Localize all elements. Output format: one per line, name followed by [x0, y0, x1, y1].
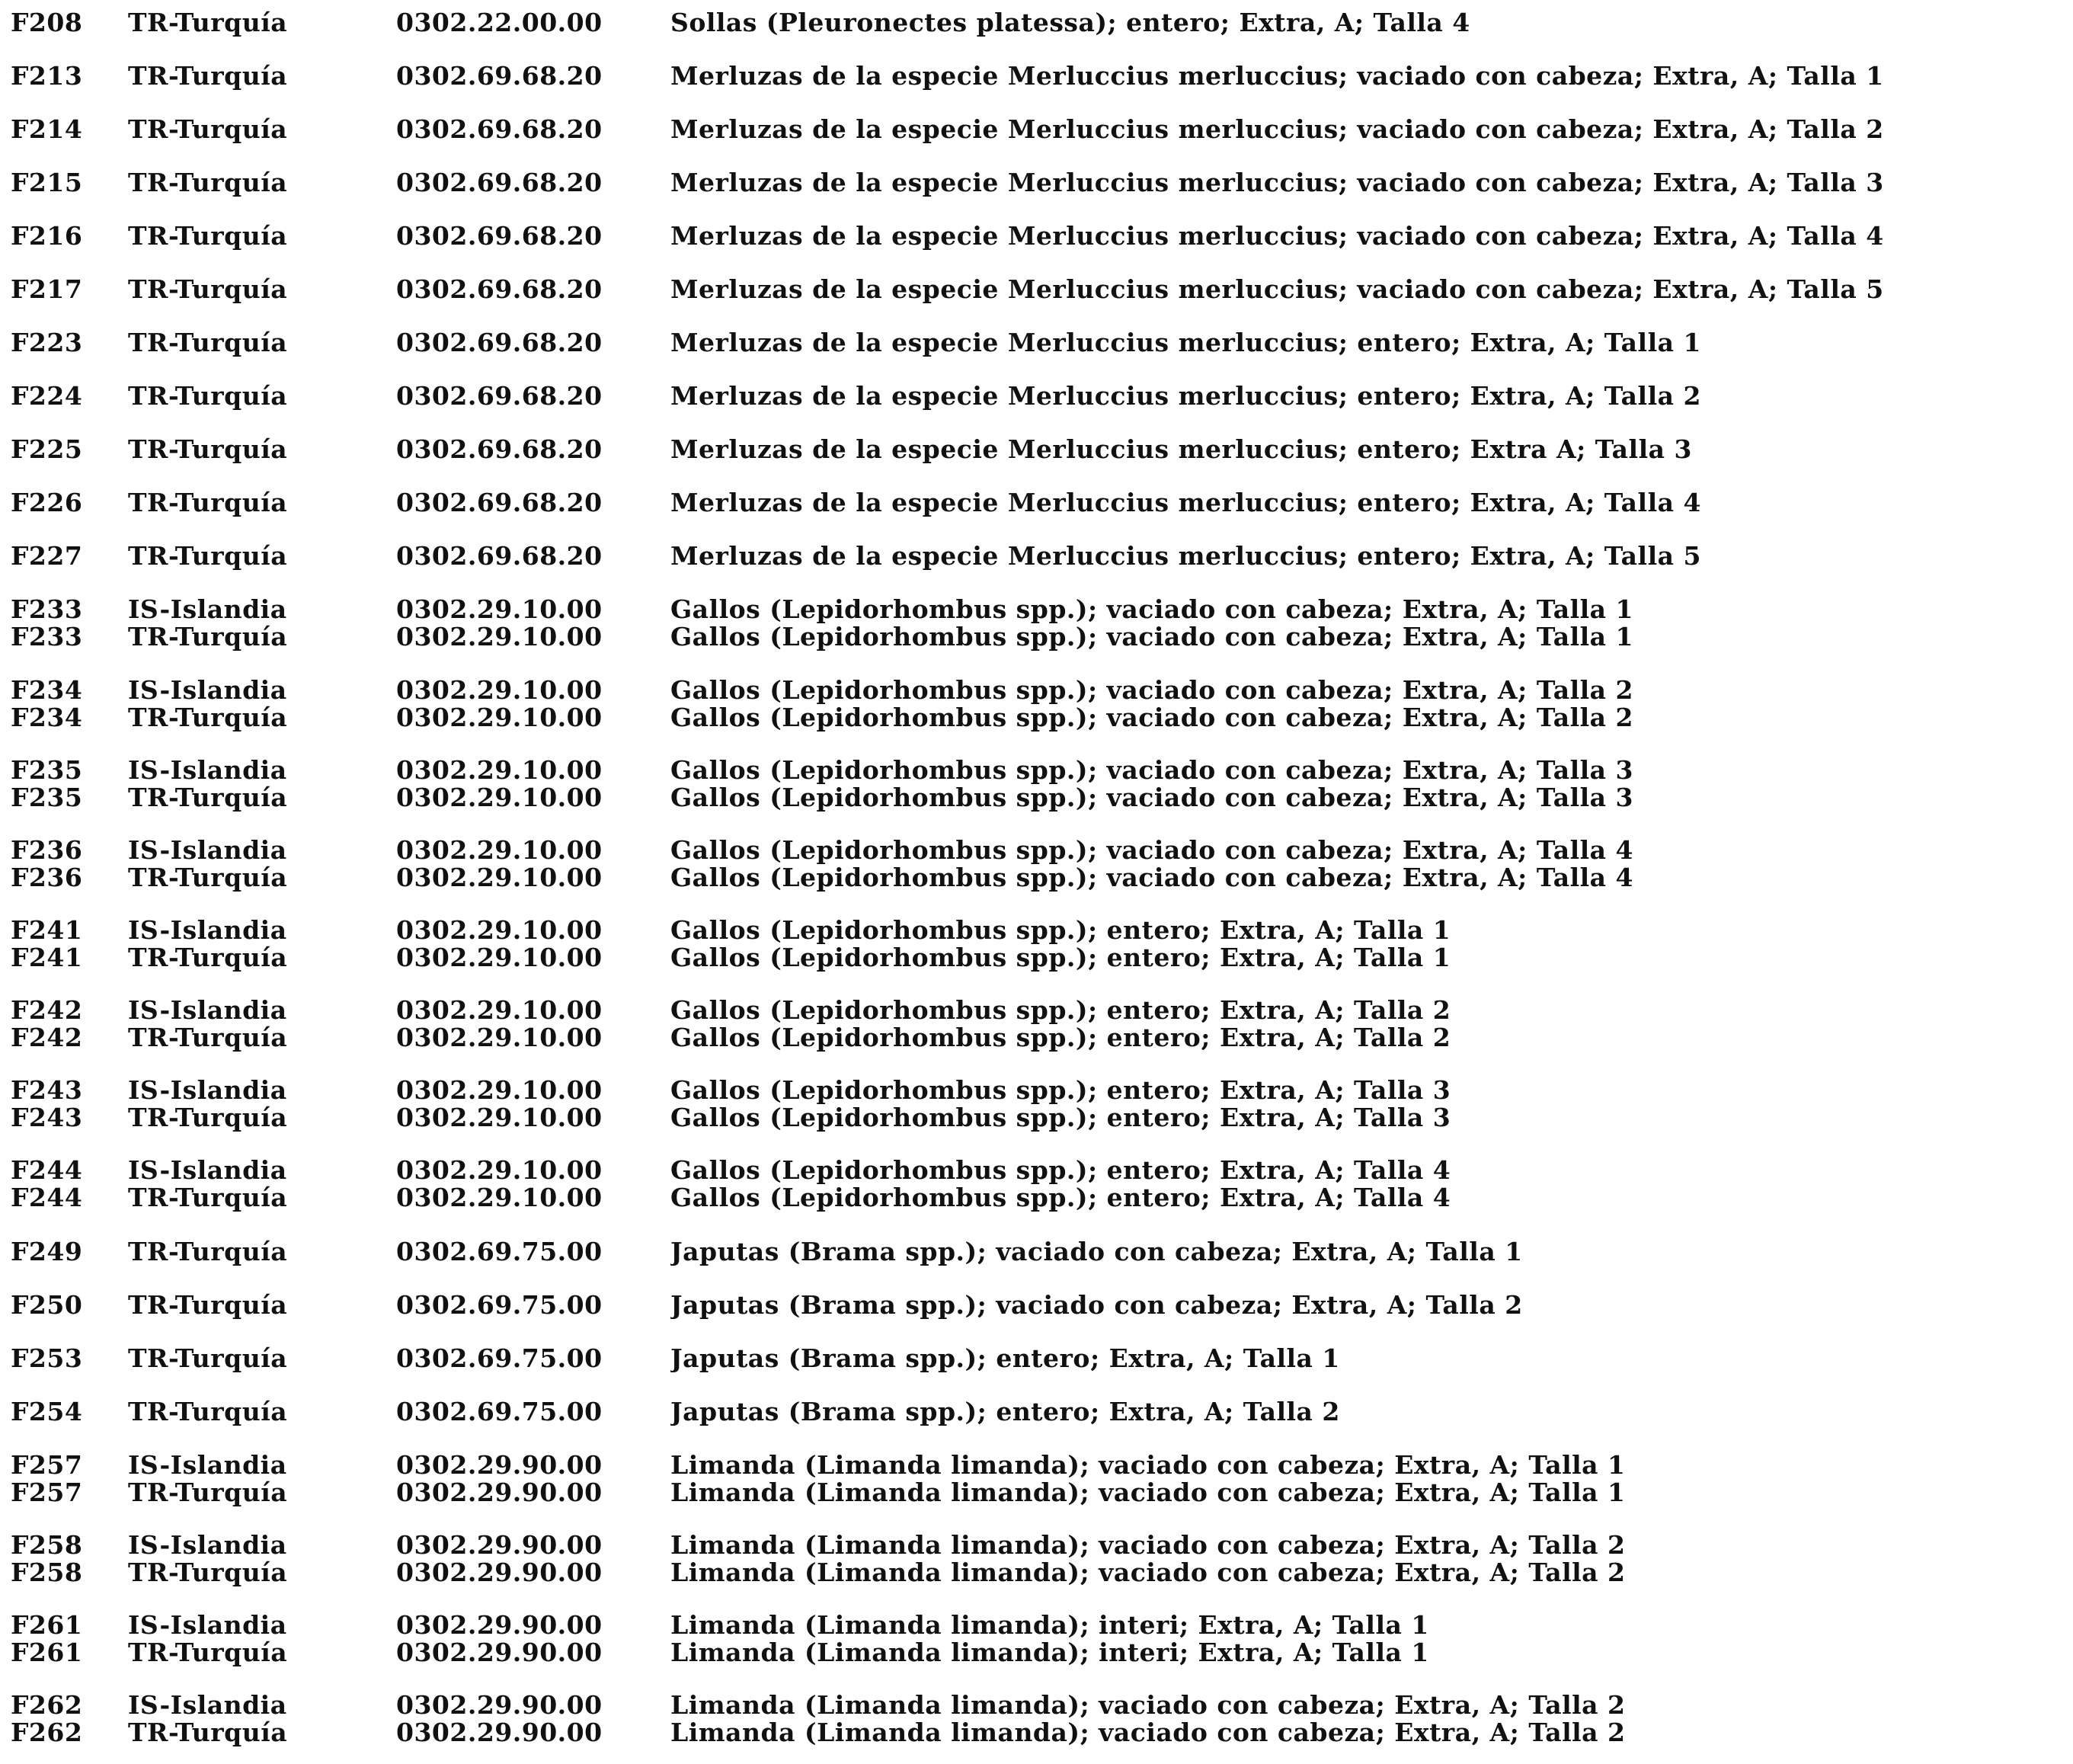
product-code: F254 [11, 1397, 83, 1426]
product-code: F258 [11, 1558, 83, 1587]
cn-code: 0302.29.10.00 [396, 835, 603, 865]
cn-code: 0302.69.68.20 [396, 274, 603, 304]
product-code: F253 [11, 1343, 83, 1373]
cn-code: 0302.29.90.00 [396, 1638, 603, 1667]
product-code: F234 [11, 703, 83, 732]
cn-code: 0302.69.68.20 [396, 541, 603, 571]
origin-country: TR-Turquía [128, 1343, 288, 1373]
origin-country: IS-Islandia [128, 1530, 287, 1560]
product-description: Japutas (Brama spp.); entero; Extra, A; Talla 2 [670, 1398, 1340, 1426]
table-row [0, 1157, 2073, 1184]
cn-code: 0302.69.68.20 [396, 434, 603, 464]
origin-country: TR-Turquía [128, 1477, 288, 1507]
product-description: Gallos (Lepidorhombus spp.); vaciado con cabeza; Extra, A; Talla 3 [670, 757, 1634, 784]
cn-code: 0302.69.75.00 [396, 1397, 603, 1426]
origin-country: TR-Turquía [128, 1103, 288, 1132]
entry-group [0, 1077, 2073, 1132]
table-row [0, 837, 2073, 864]
cn-code: 0302.69.68.20 [396, 221, 603, 251]
cn-code: 0302.22.00.00 [396, 8, 603, 37]
origin-country: IS-Islandia [128, 1075, 287, 1105]
cn-code: 0302.29.90.00 [396, 1610, 603, 1640]
product-code: F213 [11, 61, 83, 91]
entry-group [0, 677, 2073, 732]
table-row [0, 1452, 2073, 1479]
origin-country: TR-Turquía [128, 1183, 288, 1212]
cn-code: 0302.29.10.00 [396, 1075, 603, 1105]
cn-code: 0302.29.90.00 [396, 1690, 603, 1720]
table-row [0, 116, 2073, 146]
origin-country: IS-Islandia [128, 995, 287, 1025]
origin-country: TR-Turquía [128, 274, 288, 304]
product-description: Gallos (Lepidorhombus spp.); entero; Extra, A; Talla 4 [670, 1184, 1451, 1212]
product-description: Merluzas de la especie Merluccius merluccius; vaciado con cabeza; Extra, A; Talla 4 [670, 223, 1884, 250]
entry-group [0, 997, 2073, 1052]
table-row [0, 1292, 2073, 1322]
product-description: Gallos (Lepidorhombus spp.); entero; Extra, A; Talla 4 [670, 1157, 1451, 1184]
table-row [0, 383, 2073, 413]
cn-code: 0302.69.75.00 [396, 1343, 603, 1373]
origin-country: TR-Turquía [128, 1397, 288, 1426]
origin-country: TR-Turquía [128, 783, 288, 812]
origin-country: TR-Turquía [128, 1290, 288, 1320]
origin-country: TR-Turquía [128, 1638, 288, 1667]
table-row [0, 1398, 2073, 1429]
origin-country: TR-Turquía [128, 221, 288, 251]
product-code: F217 [11, 274, 83, 304]
product-code: F241 [11, 915, 83, 945]
entry-group [0, 1612, 2073, 1666]
cn-code: 0302.29.90.00 [396, 1718, 603, 1747]
table-row [0, 62, 2073, 93]
cn-code: 0302.29.10.00 [396, 915, 603, 945]
product-code: F215 [11, 168, 83, 197]
origin-country: TR-Turquía [128, 541, 288, 571]
origin-country: TR-Turquía [128, 943, 288, 972]
entry-group [0, 169, 2073, 200]
table-row [0, 1639, 2073, 1666]
product-code: F236 [11, 835, 83, 865]
origin-country: TR-Turquía [128, 61, 288, 91]
product-description: Gallos (Lepidorhombus spp.); vaciado con cabeza; Extra, A; Talla 1 [670, 596, 1634, 623]
table-row [0, 1345, 2073, 1375]
cn-code: 0302.29.90.00 [396, 1558, 603, 1587]
product-description: Limanda (Limanda limanda); interi; Extra, A; Talla 1 [670, 1639, 1429, 1666]
entry-group [0, 1532, 2073, 1586]
product-code: F244 [11, 1155, 83, 1185]
product-description: Gallos (Lepidorhombus spp.); entero; Extra, A; Talla 3 [670, 1104, 1451, 1132]
origin-country: TR-Turquía [128, 434, 288, 464]
table-row [0, 1719, 2073, 1746]
origin-country: TR-Turquía [128, 328, 288, 357]
product-description: Gallos (Lepidorhombus spp.); entero; Extra, A; Talla 2 [670, 1024, 1451, 1052]
product-description: Gallos (Lepidorhombus spp.); vaciado con cabeza; Extra, A; Talla 1 [670, 623, 1634, 651]
cn-code: 0302.69.68.20 [396, 328, 603, 357]
table-row [0, 223, 2073, 253]
cn-code: 0302.29.10.00 [396, 1023, 603, 1052]
product-description: Japutas (Brama spp.); vaciado con cabeza; Extra, A; Talla 1 [670, 1238, 1523, 1266]
product-description: Merluzas de la especie Merluccius merluccius; vaciado con cabeza; Extra, A; Talla 1 [670, 62, 1884, 90]
table-row [0, 757, 2073, 784]
product-description: Gallos (Lepidorhombus spp.); entero; Extra, A; Talla 1 [670, 944, 1451, 972]
cn-code: 0302.29.10.00 [396, 863, 603, 892]
cn-code: 0302.69.68.20 [396, 114, 603, 144]
table-row [0, 9, 2073, 40]
origin-country: TR-Turquía [128, 1718, 288, 1747]
product-description: Merluzas de la especie Merluccius merluccius; vaciado con cabeza; Extra, A; Talla 3 [670, 169, 1884, 197]
product-description: Limanda (Limanda limanda); vaciado con cabeza; Extra, A; Talla 2 [670, 1719, 1626, 1746]
cn-code: 0302.29.90.00 [396, 1530, 603, 1560]
product-code: F235 [11, 783, 83, 812]
cn-code: 0302.29.10.00 [396, 675, 603, 705]
table-row [0, 1612, 2073, 1639]
product-code: F225 [11, 434, 83, 464]
product-description: Merluzas de la especie Merluccius merluccius; entero; Extra, A; Talla 2 [670, 383, 1701, 410]
entry-group [0, 116, 2073, 146]
product-code: F249 [11, 1237, 83, 1266]
cn-code: 0302.69.68.20 [396, 168, 603, 197]
origin-country: IS-Islandia [128, 1155, 287, 1185]
product-description: Limanda (Limanda limanda); interi; Extra, A; Talla 1 [670, 1612, 1429, 1639]
origin-country: TR-Turquía [128, 1558, 288, 1587]
product-description: Limanda (Limanda limanda); vaciado con cabeza; Extra, A; Talla 1 [670, 1479, 1626, 1506]
entry-group [0, 1692, 2073, 1746]
table-row [0, 1024, 2073, 1052]
entry-group [0, 1157, 2073, 1212]
product-code: F208 [11, 8, 83, 37]
table-row [0, 1692, 2073, 1719]
origin-country: TR-Turquía [128, 703, 288, 732]
entry-group [0, 1452, 2073, 1506]
origin-country: IS-Islandia [128, 835, 287, 865]
product-description: Japutas (Brama spp.); vaciado con cabeza; Extra, A; Talla 2 [670, 1292, 1523, 1319]
cn-code: 0302.29.10.00 [396, 1183, 603, 1212]
cn-code: 0302.29.10.00 [396, 783, 603, 812]
table-row [0, 1479, 2073, 1506]
table-row [0, 1238, 2073, 1269]
product-description: Merluzas de la especie Merluccius merluccius; entero; Extra, A; Talla 1 [670, 329, 1701, 357]
product-code: F243 [11, 1075, 83, 1105]
origin-country: TR-Turquía [128, 1237, 288, 1266]
product-description: Gallos (Lepidorhombus spp.); vaciado con cabeza; Extra, A; Talla 4 [670, 837, 1634, 864]
entry-group [0, 596, 2073, 651]
table-row [0, 997, 2073, 1024]
origin-country: TR-Turquía [128, 488, 288, 517]
cn-code: 0302.69.68.20 [396, 61, 603, 91]
product-code: F244 [11, 1183, 83, 1212]
product-description: Sollas (Pleuronectes platessa); entero; Extra, A; Talla 4 [670, 9, 1470, 37]
entry-group [0, 276, 2073, 306]
entry-group [0, 1238, 2073, 1269]
product-description: Gallos (Lepidorhombus spp.); vaciado con cabeza; Extra, A; Talla 3 [670, 784, 1634, 812]
product-code: F227 [11, 541, 83, 571]
product-description: Merluzas de la especie Merluccius merluccius; entero; Extra, A; Talla 5 [670, 543, 1701, 570]
table-row [0, 864, 2073, 892]
entry-group [0, 383, 2073, 413]
product-code: F261 [11, 1638, 83, 1667]
table-row [0, 596, 2073, 623]
product-description: Merluzas de la especie Merluccius merluccius; vaciado con cabeza; Extra, A; Talla 2 [670, 116, 1884, 143]
table-row [0, 169, 2073, 200]
table-row [0, 1184, 2073, 1212]
product-code: F241 [11, 943, 83, 972]
product-description: Limanda (Limanda limanda); vaciado con cabeza; Extra, A; Talla 1 [670, 1452, 1626, 1479]
origin-country: IS-Islandia [128, 915, 287, 945]
table-row [0, 917, 2073, 944]
product-description: Gallos (Lepidorhombus spp.); entero; Extra, A; Talla 1 [670, 917, 1451, 944]
cn-code: 0302.29.90.00 [396, 1450, 603, 1480]
cn-code: 0302.29.10.00 [396, 755, 603, 785]
product-code: F262 [11, 1718, 83, 1747]
table-row [0, 276, 2073, 306]
table-row [0, 1077, 2073, 1104]
entry-group [0, 1398, 2073, 1429]
product-description: Gallos (Lepidorhombus spp.); vaciado con cabeza; Extra, A; Talla 2 [670, 677, 1634, 704]
table-row [0, 784, 2073, 812]
origin-country: TR-Turquía [128, 168, 288, 197]
cn-code: 0302.29.10.00 [396, 943, 603, 972]
table-row [0, 1559, 2073, 1586]
product-code: F257 [11, 1450, 83, 1480]
entry-group [0, 62, 2073, 93]
origin-country: TR-Turquía [128, 1023, 288, 1052]
product-description: Gallos (Lepidorhombus spp.); entero; Extra, A; Talla 2 [670, 997, 1451, 1024]
table-row [0, 436, 2073, 466]
table-row [0, 1104, 2073, 1132]
origin-country: TR-Turquía [128, 381, 288, 411]
product-code: F233 [11, 622, 83, 651]
entry-group [0, 436, 2073, 466]
origin-country: IS-Islandia [128, 1450, 287, 1480]
cn-code: 0302.69.68.20 [396, 381, 603, 411]
cn-code: 0302.29.10.00 [396, 622, 603, 651]
product-code: F214 [11, 114, 83, 144]
product-code: F250 [11, 1290, 83, 1320]
origin-country: IS-Islandia [128, 755, 287, 785]
product-description: Limanda (Limanda limanda); vaciado con cabeza; Extra, A; Talla 2 [670, 1692, 1626, 1719]
table-row [0, 677, 2073, 704]
product-description: Gallos (Lepidorhombus spp.); vaciado con cabeza; Extra, A; Talla 4 [670, 864, 1634, 892]
product-description: Merluzas de la especie Merluccius merluccius; entero; Extra A; Talla 3 [670, 436, 1692, 463]
table-row [0, 623, 2073, 651]
product-code: F235 [11, 755, 83, 785]
product-code: F257 [11, 1477, 83, 1507]
product-code: F224 [11, 381, 83, 411]
cn-code: 0302.29.10.00 [396, 995, 603, 1025]
product-description: Limanda (Limanda limanda); vaciado con cabeza; Extra, A; Talla 2 [670, 1532, 1626, 1559]
product-code: F242 [11, 1023, 83, 1052]
table-row [0, 543, 2073, 573]
product-code: F243 [11, 1103, 83, 1132]
entry-group [0, 837, 2073, 892]
product-code: F223 [11, 328, 83, 357]
product-code: F233 [11, 594, 83, 624]
table-row [0, 704, 2073, 732]
table-row [0, 944, 2073, 972]
origin-country: IS-Islandia [128, 594, 287, 624]
cn-code: 0302.29.10.00 [396, 1103, 603, 1132]
product-description: Gallos (Lepidorhombus spp.); vaciado con cabeza; Extra, A; Talla 2 [670, 704, 1634, 732]
entry-group [0, 543, 2073, 573]
product-code: F216 [11, 221, 83, 251]
origin-country: TR-Turquía [128, 863, 288, 892]
entry-group [0, 329, 2073, 360]
origin-country: TR-Turquía [128, 114, 288, 144]
product-code: F236 [11, 863, 83, 892]
entry-group [0, 223, 2073, 253]
cn-code: 0302.69.75.00 [396, 1237, 603, 1266]
product-code: F258 [11, 1530, 83, 1560]
entry-group [0, 1292, 2073, 1322]
product-code: F261 [11, 1610, 83, 1640]
table-row [0, 329, 2073, 360]
product-code: F234 [11, 675, 83, 705]
table-row [0, 1532, 2073, 1559]
origin-country: IS-Islandia [128, 1690, 287, 1720]
entry-group [0, 9, 2073, 40]
origin-country: IS-Islandia [128, 675, 287, 705]
origin-country: IS-Islandia [128, 1610, 287, 1640]
cn-code: 0302.69.68.20 [396, 488, 603, 517]
cn-code: 0302.29.10.00 [396, 703, 603, 732]
cn-code: 0302.29.10.00 [396, 594, 603, 624]
entry-group [0, 757, 2073, 812]
entry-group [0, 1345, 2073, 1375]
product-description: Japutas (Brama spp.); entero; Extra, A; Talla 1 [670, 1345, 1340, 1372]
table-row [0, 489, 2073, 520]
origin-country: TR-Turquía [128, 622, 288, 651]
product-description: Merluzas de la especie Merluccius merluccius; entero; Extra, A; Talla 4 [670, 489, 1701, 517]
entry-group [0, 917, 2073, 972]
product-code: F262 [11, 1690, 83, 1720]
product-description: Merluzas de la especie Merluccius merluccius; vaciado con cabeza; Extra, A; Talla 5 [670, 276, 1884, 303]
product-code: F226 [11, 488, 83, 517]
origin-country: TR-Turquía [128, 8, 288, 37]
product-description: Limanda (Limanda limanda); vaciado con cabeza; Extra, A; Talla 2 [670, 1559, 1626, 1586]
entry-group [0, 489, 2073, 520]
product-code: F242 [11, 995, 83, 1025]
cn-code: 0302.29.90.00 [396, 1477, 603, 1507]
product-description: Gallos (Lepidorhombus spp.); entero; Extra, A; Talla 3 [670, 1077, 1451, 1104]
cn-code: 0302.29.10.00 [396, 1155, 603, 1185]
cn-code: 0302.69.75.00 [396, 1290, 603, 1320]
